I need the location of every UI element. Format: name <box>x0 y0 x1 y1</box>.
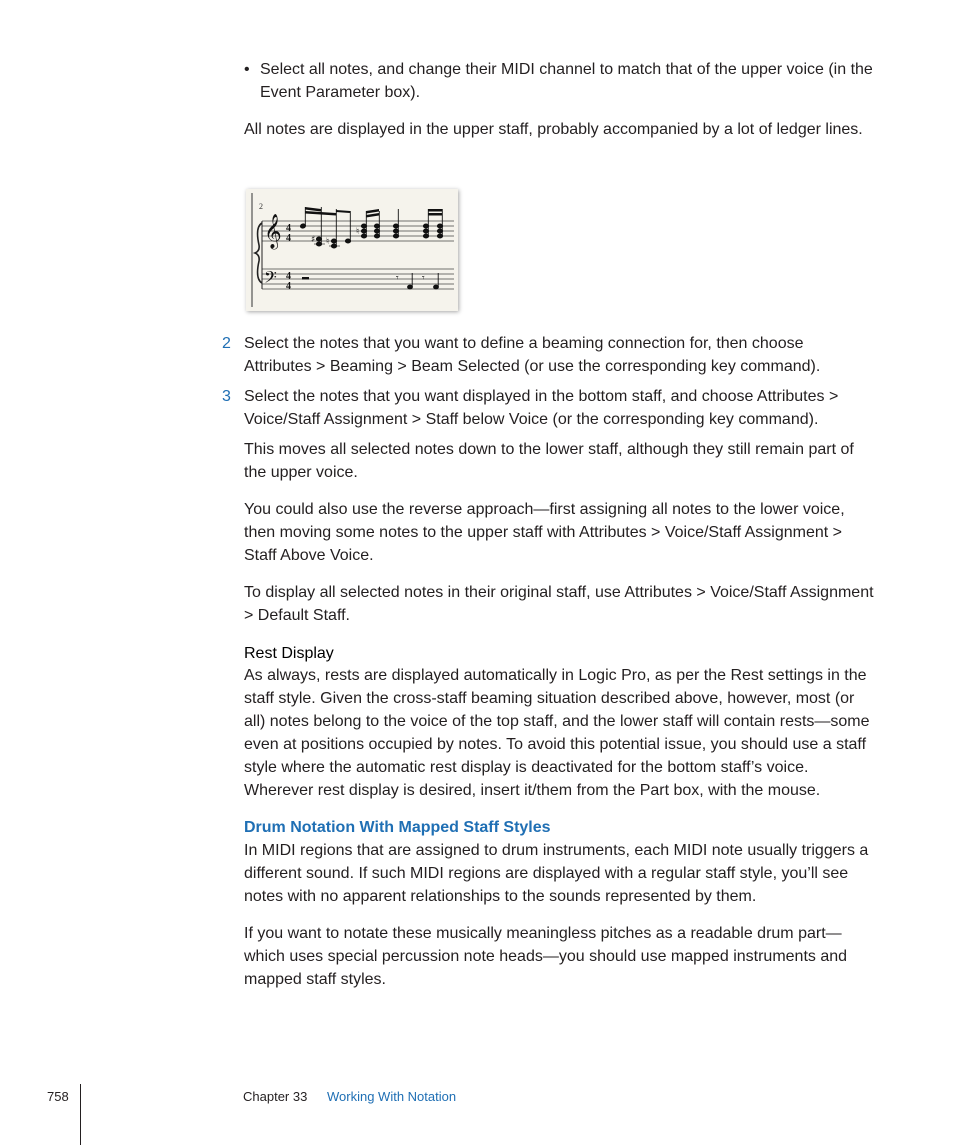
rest-display-heading: Rest Display <box>244 645 334 662</box>
footer-divider <box>80 1084 81 1145</box>
page-number: 758 <box>47 1089 69 1104</box>
treble-notes <box>300 207 443 248</box>
svg-text:♯: ♯ <box>311 235 316 245</box>
step-text: Select the notes that you want to define a beaming connection for, then choose Attributes > Beaming > Beam Selected (or use the corresponding key command). <box>244 335 821 375</box>
drum-notation-heading: Drum Notation With Mapped Staff Styles <box>244 819 551 836</box>
svg-text:𝄾: 𝄾 <box>422 273 425 284</box>
paragraph: You could also use the reverse approach—first assigning all notes to the lower voice, then moving some notes to the upper staff with Attributes > Voice/Staff Assignment > Staff Above Voice. <box>244 501 845 564</box>
measure-number: 2 <box>259 202 263 211</box>
paragraph: This moves all selected notes down to the lower staff, although they still remain part of the upper voice. <box>244 441 854 481</box>
rest-display-text: As always, rests are displayed automatically in Logic Pro, as per the Rest settings in the staff style. Given the cross-staff beaming situation described above, however, most (or all) notes belong to the voice of the top staff, and the lower staff will contain rests—some even at positions occupied by notes. To avoid this potential issue, you should use a staff style where the automatic rest display is deactivated for the bottom staff’s voice. Wherever rest display is desired, insert it/them from the Part box, with the mouse. <box>244 667 870 799</box>
paragraph-ledger: All notes are displayed in the upper staff, probably accompanied by a lot of ledger lines. <box>244 121 863 138</box>
svg-text:♮: ♮ <box>356 227 360 237</box>
svg-text:♮: ♮ <box>326 237 330 247</box>
bullet-text: Select all notes, and change their MIDI channel to match that of the upper voice (in the Event Parameter box). <box>260 61 873 101</box>
step-number: 2 <box>222 335 231 352</box>
svg-text:4: 4 <box>286 281 291 292</box>
svg-text:4: 4 <box>286 271 291 282</box>
drum-notation-text-2: If you want to notate these musically meaningless pitches as a readable drum part—which uses special percussion note heads—you should use mapped instruments and mapped staff styles. <box>244 925 848 988</box>
treble-clef-icon: 𝄞 <box>264 214 282 249</box>
paragraph: To display all selected notes in their original staff, use Attributes > Voice/Staff Assignment > Default Staff. <box>244 584 874 624</box>
step-number: 3 <box>222 388 231 405</box>
time-signature <box>286 223 291 292</box>
footer-chapter: Chapter 33 <box>243 1089 308 1104</box>
score-excerpt <box>246 189 458 311</box>
svg-text:𝄾: 𝄾 <box>396 273 399 284</box>
notation-screenshot <box>246 189 458 311</box>
step-text: Select the notes that you want displayed in the bottom staff, and choose Attributes > Voice/Staff Assignment > Staff below Voice (or the corresponding key command). <box>244 388 839 428</box>
svg-text:4: 4 <box>286 223 291 234</box>
footer-chapter-title: Working With Notation <box>327 1089 457 1104</box>
bass-clef-icon: 𝄢 <box>264 267 277 291</box>
brace-icon <box>255 223 262 283</box>
bass-rests <box>302 273 438 289</box>
drum-notation-text: In MIDI regions that are assigned to drum instruments, each MIDI note usually triggers a different sound. If such MIDI regions are displayed with a regular staff style, you’ll see notes with no apparent relationships to the sounds represented by them. <box>244 842 869 905</box>
svg-text:4: 4 <box>286 233 291 244</box>
bullet-symbol: • <box>244 61 250 78</box>
